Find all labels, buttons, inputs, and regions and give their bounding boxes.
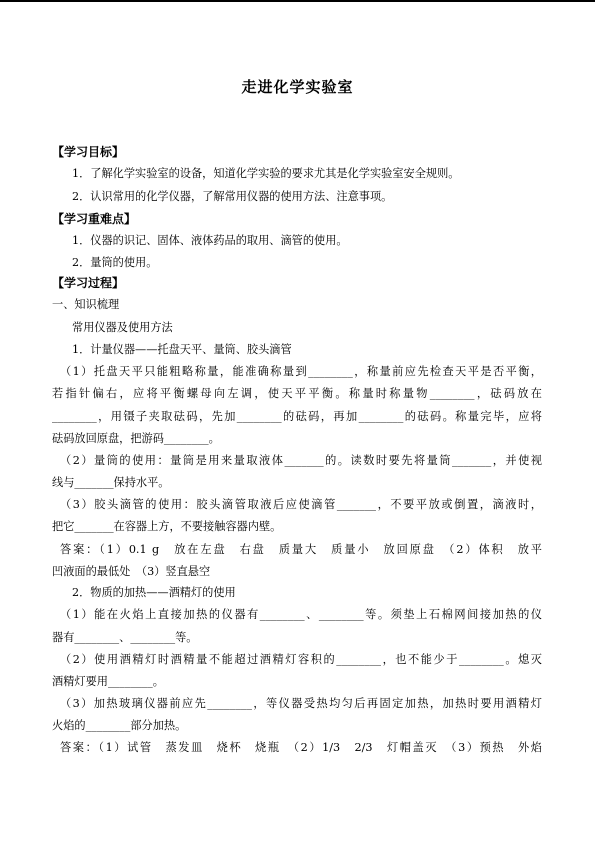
item-heading: 2．物质的加热——酒精灯的使用 <box>72 586 236 599</box>
dropper-text: 把它_______在容器上方，不要接触容器内壁。 <box>52 520 282 533</box>
cylinder-text: 线与_______保持水平。 <box>52 476 170 489</box>
answer-text: 答案：（1）试管 蒸发皿 烧杯 烧瓶 （2）1/3 2/3 灯帽盖灭 （3）预热 外焰 <box>60 741 542 754</box>
answer-text: 凹液面的最低处 （3）竖直悬空 <box>52 565 211 578</box>
heating-text: 酒精灯要用________。 <box>52 675 164 688</box>
top-rule <box>0 0 595 2</box>
heating-text: （1）能在火焰上直接加热的仪器有________、________等。须垫上石棉网间接加热的仪 <box>60 608 542 621</box>
balance-text: （1）托盘天平只能粗略称量，能准确称量到________，称量前应先检查天平是否平衡， <box>60 365 542 378</box>
balance-text: 砝码放回原盘，把游码________。 <box>52 432 220 445</box>
goal-item: 1．了解化学实验室的设备，知道化学实验的要求尤其是化学实验室安全规则。 <box>72 167 460 180</box>
document-title: 走进化学实验室 <box>241 78 354 96</box>
heating-text: 火焰的________部分加热。 <box>52 719 187 732</box>
heading-key-points: 【学习重难点】 <box>52 212 137 226</box>
heading-learning-goals: 【学习目标】 <box>52 145 125 159</box>
heating-text: （2）使用酒精灯时酒精量不能超过酒精灯容积的________，也不能少于________。熄灭 <box>60 653 542 666</box>
balance-text: 若指针偏右，应将平衡螺母向左调，使天平平衡。称量时称量物________，砝码放在 <box>52 387 542 400</box>
answer-text: 答案：（1）0.1 g 放在左盘 右盘 质量大 质量小 放回原盘 （2）体积 放平 <box>60 543 542 556</box>
cylinder-text: （2）量筒的使用：量筒是用来量取液体_______的。读数时要先将量筒_______，并使视 <box>60 454 542 467</box>
heading-learning-process: 【学习过程】 <box>52 276 125 290</box>
heating-text: 器有________、________等。 <box>52 631 198 644</box>
sub-heading: 常用仪器及使用方法 <box>72 321 173 334</box>
balance-text: ________，用镊子夹取砝码，先加________的砝码，再加________的砝码。称量完毕，应将 <box>52 410 542 423</box>
item-heading: 1．计量仪器——托盘天平、量筒、胶头滴管 <box>72 343 292 356</box>
dropper-text: （3）胶头滴管的使用：胶头滴管取液后应使滴管_______，不要平放或倒置，滴液时， <box>60 498 542 511</box>
key-point-item: 2．量筒的使用。 <box>72 256 158 269</box>
heating-text: （3）加热玻璃仪器前应先________，等仪器受热均匀后再固定加热，加热时要用酒精灯 <box>60 697 542 710</box>
part-heading: 一、知识梳理 <box>52 298 120 311</box>
goal-item: 2．认识常用的化学仪器，了解常用仪器的使用方法、注意事项。 <box>72 190 393 203</box>
key-point-item: 1．仪器的识记、固体、液体药品的取用、滴管的使用。 <box>72 234 348 247</box>
